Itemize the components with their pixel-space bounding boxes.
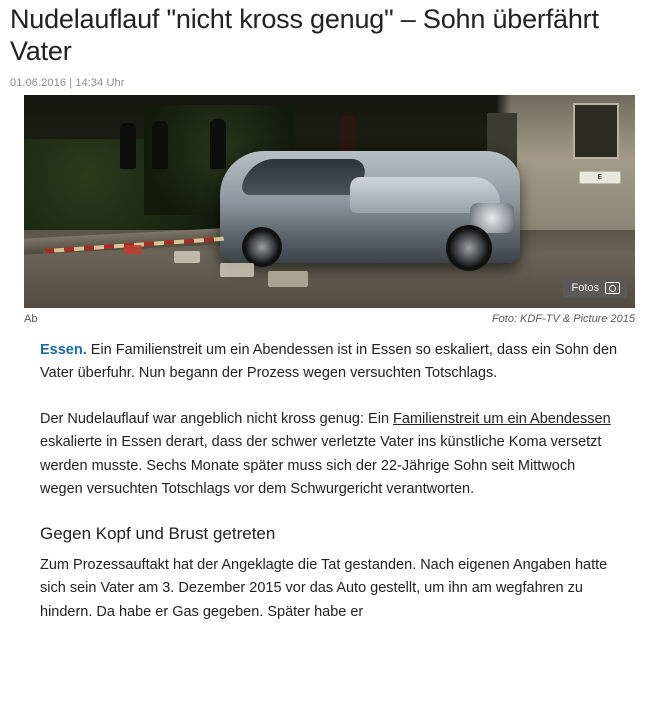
photo-debris-4 [124,245,142,254]
article-timestamp: 01.06.2016 | 14:34 Uhr [10,76,125,89]
photo-person-1 [120,123,136,169]
paragraph-1-before-link: Der Nudelauflauf war angeblich nicht kross genug: Ein [40,410,394,427]
photo-caption-row [24,308,635,325]
article-figure [24,95,635,325]
photo-license-plate: E [579,171,621,184]
photo-caption: Ab [24,312,38,325]
article-dateline: Essen. [40,341,87,358]
photo-debris-2 [220,263,254,277]
photo-person-2 [152,121,168,169]
photo-car-front-wheel [446,225,492,271]
camera-icon [605,282,620,294]
photo-debris-3 [268,271,308,287]
photo-person-4 [340,115,356,155]
photo-window [573,103,619,159]
paragraph-1-after-link: eskalierte in Essen derart, dass der schwer verletzte Vater ins künstliche Koma versetzt werden musste. Sechs Monate später muss sich der 22-Jährige Sohn seit Mittwoch wegen versuchten Totschlags vor dem Schwurgericht verantworten. [40,434,602,498]
article-page [0,4,659,721]
photo-car-rear-wheel [242,227,282,267]
page-title: Nudelauflauf "nicht kross genug" – Sohn überfährt Vater [10,4,599,66]
photo-car-windshield [240,159,368,195]
gallery-label: Fotos [571,281,599,294]
photo-person-3 [210,119,226,169]
article-subheading: Gegen Kopf und Brust getreten [40,523,276,543]
article-body [40,325,619,624]
photo-gallery-button[interactable] [563,279,627,298]
article-photo [24,95,635,308]
photo-credit: Foto: KDF-TV & Picture 2015 [491,312,635,325]
photo-debris-1 [174,251,200,263]
photo-car [220,151,520,263]
article-lead [40,339,619,386]
related-article-link[interactable]: Familienstreit um ein Abendessen [393,410,611,427]
article-paragraph-1 [40,408,619,502]
article-paragraph-2: Zum Prozessauftakt hat der Angeklagte die Tat gestanden. Nach eigenen Angaben hatte sich sein Vater am 3. Dezember 2015 vor das Auto gestellt, um ihn am wegfahren zu hindern. Da habe er Gas gegeben. Später habe er [40,556,608,620]
article-lead-text: Ein Familienstreit um ein Abendessen ist in Essen so eskaliert, dass ein Sohn den Vater überfuhr. Nun begann der Prozess wegen versuchten Totschlags. [40,341,618,382]
